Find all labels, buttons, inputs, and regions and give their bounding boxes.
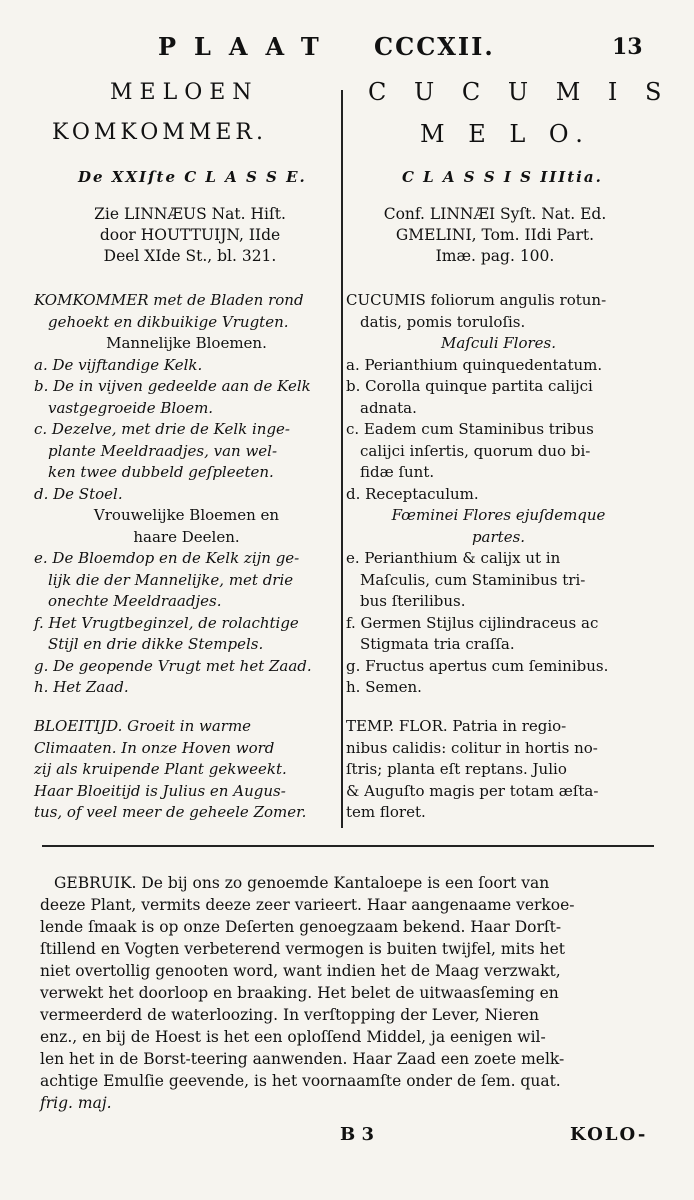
right-class: C L A S S I S IIItia. — [402, 168, 603, 186]
bloei-line: Haar Bloeitijd is Julius en Augus- — [34, 781, 286, 800]
right-temp-flor — [346, 716, 651, 824]
left-line: c. Dezelve, met drie de Kelk inge- — [34, 420, 291, 438]
right-line: fidæ ſunt. — [360, 463, 435, 481]
right-line: CUCUMIS foliorum angulis rotun- — [346, 291, 607, 309]
left-line: h. Het Zaad. — [34, 678, 129, 696]
plate-word: PLAAT — [158, 32, 337, 61]
left-line: ken twee dubbeld geſpleeten. — [48, 463, 274, 481]
right-ref-line: GMELINI, Tom. IIdi Part. — [395, 226, 595, 244]
left-description — [34, 290, 339, 699]
gebruik-line: enz., en bij de Hoest is het een oploſſend Middel, ja eenigen wil- — [40, 1028, 546, 1046]
gebruik-line: ſtillend en Vogten verbeterend vermogen is buiten twijfel, mits het — [40, 940, 566, 958]
left-ref-line: door HOUTTUIJN, IIde — [99, 226, 281, 244]
right-line: a. Perianthium quinquedentatum. — [346, 355, 603, 374]
section-rule — [42, 845, 654, 847]
left-line: d. De Stoel. — [34, 484, 123, 503]
left-line: Vrouwelijke Bloemen en — [93, 506, 280, 524]
right-line: datis, pomis toruloſis. — [360, 312, 526, 331]
left-bloeitijd — [34, 716, 339, 824]
right-line: Stigmata tria craſſa. — [360, 635, 515, 653]
right-line: Maſculi Flores. — [440, 334, 557, 352]
right-line: calijci inſertis, quorum duo bi- — [360, 441, 591, 460]
left-reference — [40, 204, 340, 267]
right-line: d. Receptaculum. — [346, 484, 479, 503]
bloei-line: Climaaten. In onze Hoven word — [34, 738, 275, 757]
right-description — [346, 290, 651, 699]
left-title-line2: KOMKOMMER. — [52, 120, 267, 145]
left-class: De XXIſte C L A S S E. — [78, 168, 307, 186]
catchword: KOLO- — [570, 1124, 648, 1145]
right-line: e. Perianthium & calijx ut in — [346, 549, 561, 567]
bloei-line: tus, of veel meer de geheele Zomer. — [34, 803, 307, 821]
right-line: f. Germen Stijlus cijlindraceus ac — [346, 613, 599, 632]
right-reference — [345, 204, 645, 267]
gebruik-line: vermeerderd de waterloozing. In verſtopping der Lever, Nieren — [40, 1006, 539, 1024]
gebruik-line: GEBRUIK. De bij ons zo genoemde Kantaloepe is een ſoort van — [54, 874, 550, 892]
right-title-line2: M E L O. — [420, 120, 591, 148]
bloei-line: zij als kruipende Plant gekweekt. — [34, 760, 287, 778]
page-number: 13 — [612, 34, 643, 60]
left-line: plante Meeldraadjes, van wel- — [48, 441, 278, 460]
temp-line: nibus calidis: colitur in hortis no- — [346, 738, 598, 757]
right-title-line1: C U C U M I S — [368, 78, 672, 106]
plate-number: CCCXII. — [374, 32, 495, 61]
left-line: Mannelijke Bloemen. — [106, 334, 267, 352]
left-line: gehoekt en dikbuikige Vrugten. — [48, 312, 289, 331]
signature-mark: B 3 — [340, 1124, 375, 1145]
column-divider — [341, 90, 343, 828]
gebruik-line: lende ſmaak is op onze Deſerten genoegzaam bekend. Haar Dorſt- — [40, 918, 562, 936]
left-title-line1: MELOEN — [110, 80, 259, 105]
right-line: partes. — [471, 527, 526, 546]
left-line: b. De in vijven gedeelde aan de Kelk — [34, 377, 311, 395]
gebruik-line: len het in de Borst-teering aanwenden. Haar Zaad een zoete melk- — [40, 1050, 565, 1068]
right-line: adnata. — [360, 398, 417, 417]
left-line: f. Het Vrugtbeginzel, de rolachtige — [34, 613, 299, 632]
left-line: g. De geopende Vrugt met het Zaad. — [34, 656, 312, 675]
bloei-line: BLOEITIJD. Groeit in warme — [34, 717, 252, 735]
temp-line: ſtris; planta eſt reptans. Julio — [346, 760, 567, 778]
gebruik-line: niet overtollig genooten word, want indien het de Maag verzwakt, — [40, 962, 561, 980]
left-ref-line: Deel XIde St., bl. 321. — [103, 247, 277, 265]
left-line: Stijl en drie dikke Stempels. — [48, 635, 264, 653]
right-line: Maſculis, cum Staminibus tri- — [360, 570, 586, 589]
temp-line: & Auguſto magis per totam æſta- — [346, 781, 599, 800]
right-line: bus ſterilibus. — [360, 592, 466, 610]
gebruik-line: frig. maj. — [40, 1094, 112, 1112]
gebruik-line: verwekt het doorloop en braaking. Het belet de uitwaasſeming en — [40, 984, 559, 1002]
right-line: b. Corolla quinque partita calijci — [346, 377, 593, 395]
right-line: Fœminei Flores ejuſdemque — [391, 506, 606, 524]
right-line: g. Fructus apertus cum ſeminibus. — [346, 656, 609, 675]
left-line: vastgegroeide Bloem. — [48, 398, 214, 417]
left-line: onechte Meeldraadjes. — [48, 592, 222, 610]
temp-line: TEMP. FLOR. Patria in regio- — [346, 717, 567, 735]
temp-line: tem floret. — [346, 803, 426, 821]
gebruik-paragraph — [40, 872, 652, 1114]
right-line: h. Semen. — [346, 678, 422, 696]
gebruik-line: achtige Emulſie geevende, is het voornaamſte onder de ſem. quat. — [40, 1072, 561, 1090]
left-line: e. De Bloemdop en de Kelk zijn ge- — [34, 549, 300, 567]
left-ref-line: Zie LINNÆUS Nat. Hiſt. — [94, 205, 286, 223]
left-line: haare Deelen. — [133, 527, 240, 546]
right-ref-line: Conf. LINNÆI Syſt. Nat. Ed. — [383, 205, 607, 223]
left-line: lijk die der Mannelijke, met drie — [48, 570, 294, 589]
right-ref-line: Imæ. pag. 100. — [435, 247, 555, 265]
right-line: c. Eadem cum Staminibus tribus — [346, 420, 594, 438]
left-line: KOMKOMMER met de Bladen rond — [34, 291, 304, 309]
gebruik-line: deeze Plant, vermits deeze zeer varieert. Haar aangenaame verkoe- — [40, 896, 575, 914]
left-line: a. De vijftandige Kelk. — [34, 355, 203, 374]
